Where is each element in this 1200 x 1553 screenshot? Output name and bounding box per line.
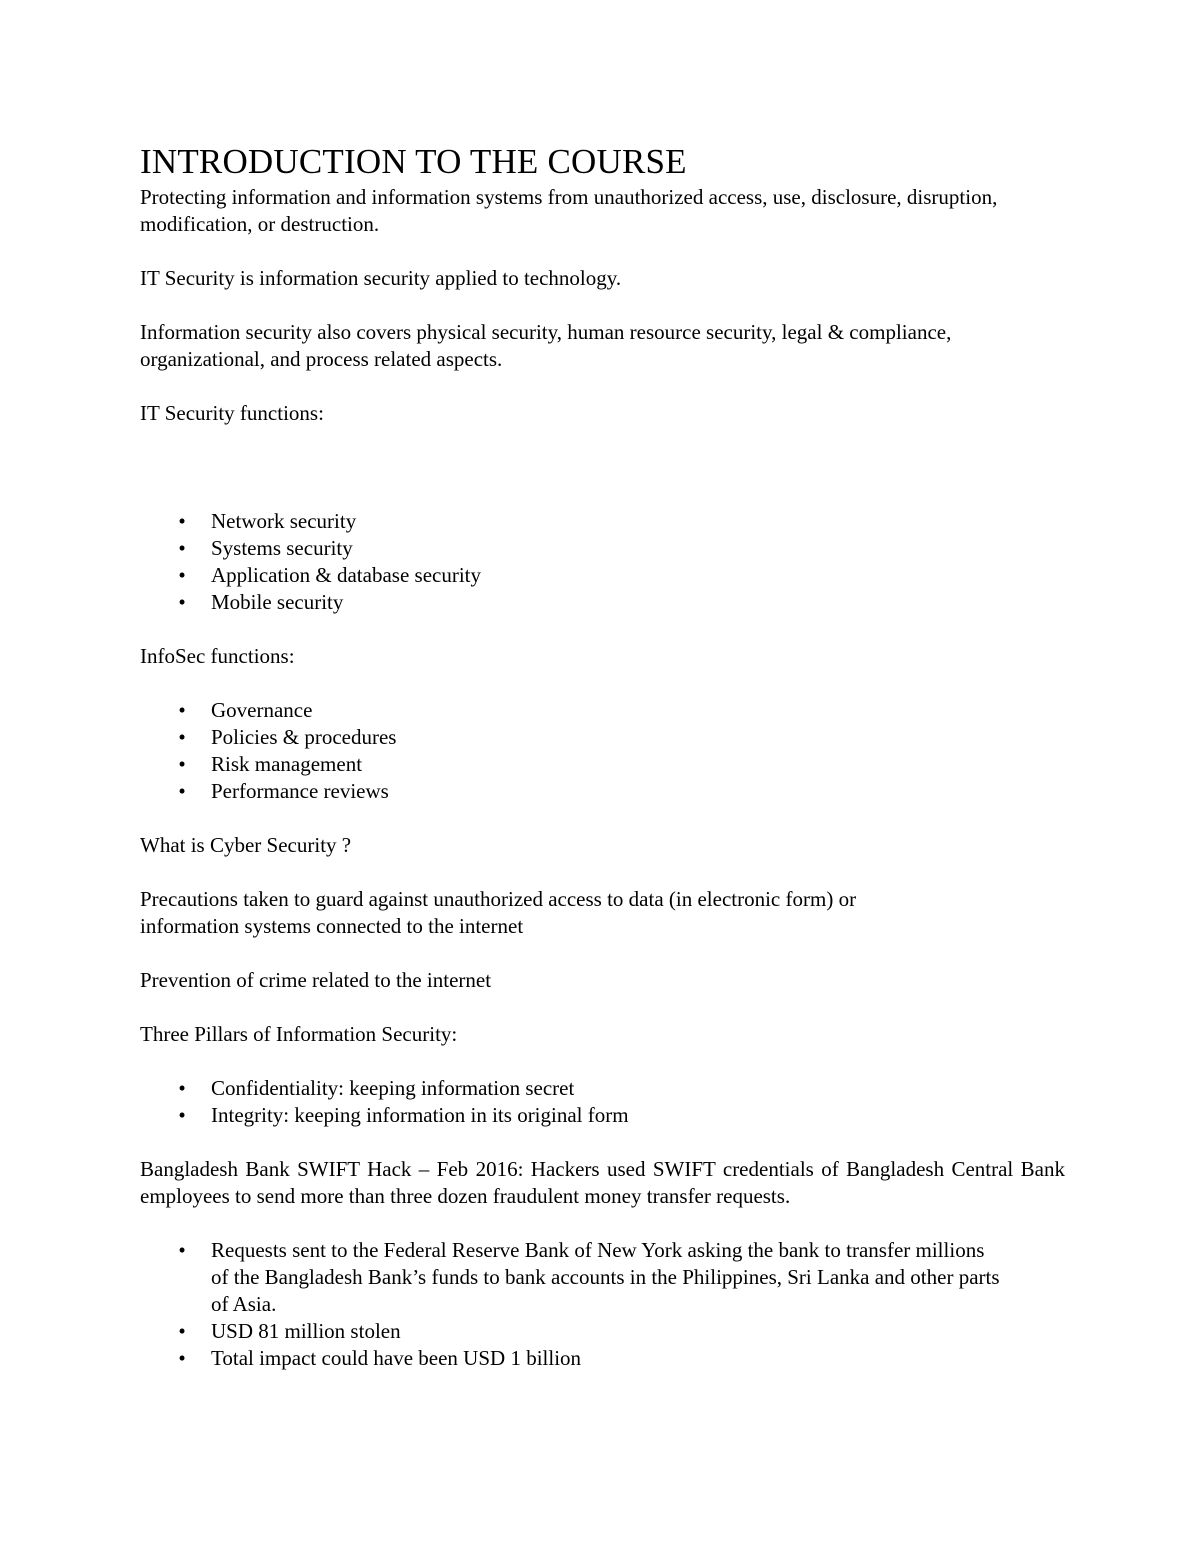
list-item: • Policies & procedures xyxy=(140,724,1065,751)
pillars-heading: Three Pillars of Information Security: xyxy=(140,1022,458,1046)
list-item: • Integrity: keeping information in its original form xyxy=(140,1102,1065,1129)
it-security-functions-heading: IT Security functions: xyxy=(140,401,324,425)
blank-space xyxy=(140,427,1065,481)
list-item: • Mobile security xyxy=(140,589,1065,616)
infosec-functions-list xyxy=(140,697,1065,805)
bangladesh-hack-list xyxy=(140,1237,1000,1372)
bullet-icon: • xyxy=(178,509,186,533)
list-item: • Confidentiality: keeping information secret xyxy=(140,1075,1065,1102)
pillars-list xyxy=(140,1075,1065,1129)
bullet-icon: • xyxy=(178,536,186,560)
document-page xyxy=(140,140,1065,1399)
bangladesh-hack-paragraph: Bangladesh Bank SWIFT Hack – Feb 2016: Hackers used SWIFT credentials of Bangladesh Central Bank employees to send more than three dozen fraudulent money transfer requests. xyxy=(140,1157,1065,1208)
cyber-security-question: What is Cyber Security ? xyxy=(140,833,352,857)
it-security-definition: IT Security is information security applied to technology. xyxy=(140,266,622,290)
intro-paragraph: Protecting information and information systems from unauthorized access, use, disclosure, disruption, modification, or destruction. xyxy=(140,185,998,236)
bullet-icon: • xyxy=(178,779,186,803)
bullet-icon: • xyxy=(178,563,186,587)
bullet-icon: • xyxy=(178,1076,186,1100)
it-security-functions-list xyxy=(140,508,1065,616)
infosec-functions-heading: InfoSec functions: xyxy=(140,644,295,668)
bullet-icon: • xyxy=(178,1103,186,1127)
cyber-security-definition-2: Prevention of crime related to the internet xyxy=(140,968,492,992)
bullet-icon: • xyxy=(178,725,186,749)
cyber-security-definition-1: Precautions taken to guard against unauthorized access to data (in electronic form) or information systems connected to the internet xyxy=(140,887,857,938)
list-item: • Systems security xyxy=(140,535,1065,562)
bullet-icon: • xyxy=(178,1319,186,1343)
bullet-icon: • xyxy=(178,1238,186,1262)
list-item: • Risk management xyxy=(140,751,1065,778)
list-item: • Requests sent to the Federal Reserve Bank of New York asking the bank to transfer millions of the Bangladesh Bank’s funds to bank accounts in the Philippines, Sri Lanka and other parts of Asia. xyxy=(140,1237,1000,1318)
document-title: INTRODUCTION TO THE COURSE xyxy=(140,142,687,181)
bullet-icon: • xyxy=(178,590,186,614)
bullet-icon: • xyxy=(178,1346,186,1370)
list-item: • Network security xyxy=(140,508,1065,535)
list-item: • Application & database security xyxy=(140,562,1065,589)
list-item: • Governance xyxy=(140,697,1065,724)
infosec-coverage-paragraph: Information security also covers physical security, human resource security, legal & compliance, organizational, and process related aspects. xyxy=(140,320,952,371)
bullet-icon: • xyxy=(178,752,186,776)
list-item: • Performance reviews xyxy=(140,778,1065,805)
bullet-icon: • xyxy=(178,698,186,722)
list-item: • USD 81 million stolen xyxy=(140,1318,1000,1345)
list-item: • Total impact could have been USD 1 billion xyxy=(140,1345,1000,1372)
